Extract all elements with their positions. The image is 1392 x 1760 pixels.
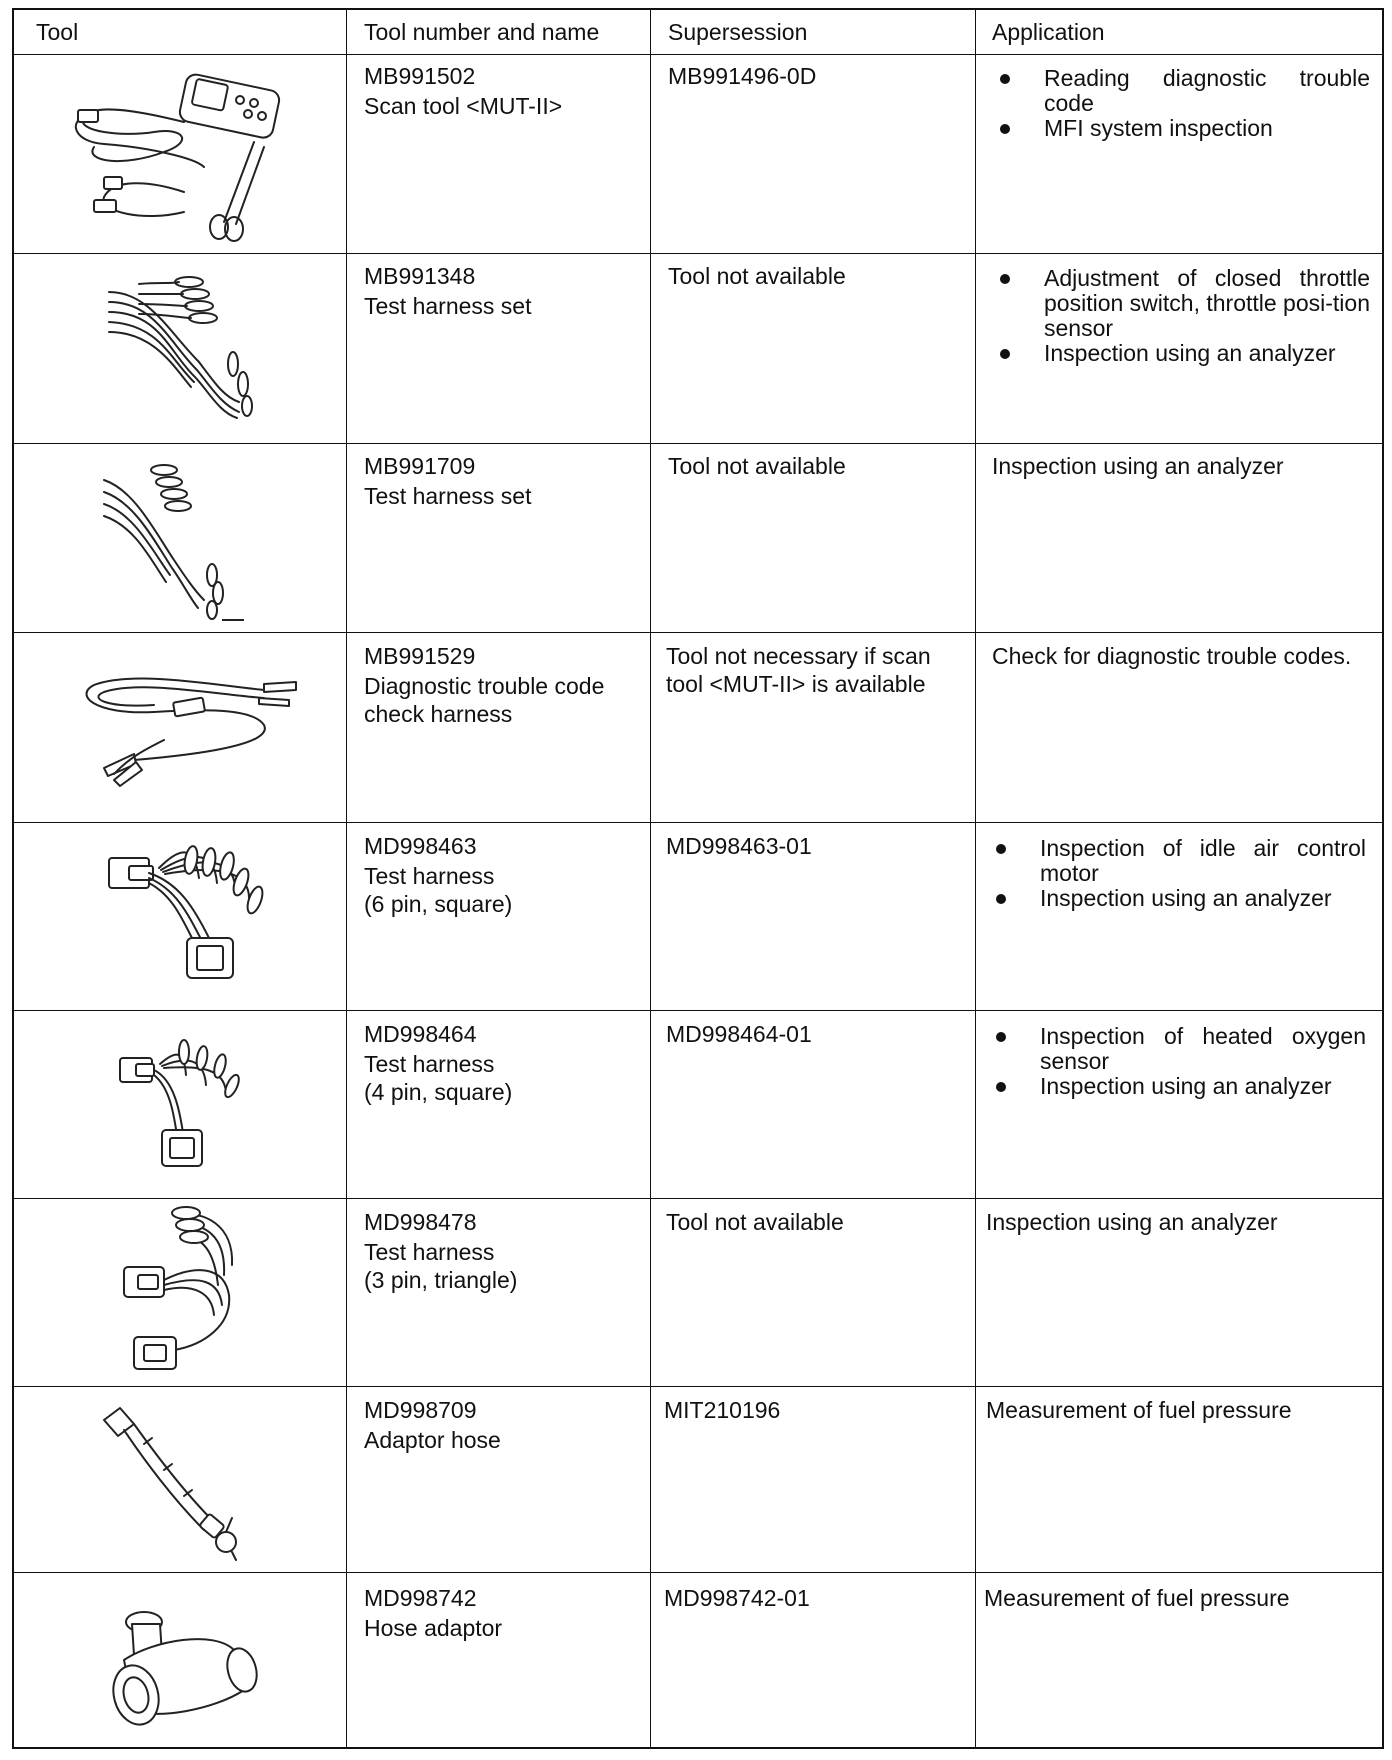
bullet-icon (996, 1032, 1006, 1042)
scan-tool-mut-ii-illustration (64, 72, 294, 242)
application-text: Measurement of fuel pressure (984, 1585, 1290, 1611)
bullet-icon (1000, 349, 1010, 359)
tool-number: MB991502 (364, 63, 476, 89)
row-divider (14, 253, 1382, 254)
header-supersession: Supersession (668, 19, 808, 45)
hose-adaptor-illustration (114, 1600, 274, 1740)
supersession-value: MD998463-01 (666, 833, 812, 859)
tool-name-detail: (4 pin, square) (364, 1079, 513, 1105)
row-divider (14, 1010, 1382, 1011)
test-harness-6pin-illustration (99, 838, 279, 998)
application-item: Inspection using an analyzer (988, 1074, 1366, 1099)
tool-number: MD998464 (364, 1021, 477, 1047)
application-item: Inspection of idle air control motor (988, 836, 1366, 886)
row-divider (14, 54, 1382, 55)
tool-number: MD998742 (364, 1585, 477, 1611)
special-tools-table (12, 8, 1384, 1749)
tool-name: Test harness (364, 863, 495, 889)
supersession-value: Tool not necessary if scan tool <MUT-II> is available (666, 643, 931, 697)
application-text: Measurement of fuel pressure (986, 1397, 1292, 1423)
tool-number: MD998709 (364, 1397, 477, 1423)
application-text: Check for diagnostic trouble codes. (992, 643, 1352, 669)
application-list (992, 266, 1370, 366)
bullet-icon (996, 844, 1006, 854)
test-harness-set-illustration (99, 272, 269, 422)
row-divider (14, 443, 1382, 444)
column-divider (346, 10, 347, 1747)
tool-name: Test harness set (364, 483, 532, 509)
row-divider (14, 1386, 1382, 1387)
bullet-icon (1000, 74, 1010, 84)
application-item: Adjustment of closed throttle position switch, throttle posi-tion sensor (992, 266, 1370, 341)
adaptor-hose-illustration (94, 1400, 274, 1560)
column-divider (975, 10, 976, 1747)
application-item: MFI system inspection (992, 116, 1370, 141)
application-list (992, 66, 1370, 141)
bullet-icon (1000, 124, 1010, 134)
tool-number: MD998463 (364, 833, 477, 859)
test-harness-set-illustration (94, 460, 274, 630)
tool-name: Scan tool <MUT-II> (364, 93, 563, 119)
supersession-value: Tool not available (668, 453, 846, 479)
tool-number: MB991348 (364, 263, 476, 289)
application-item: Inspection of heated oxygen sensor (988, 1024, 1366, 1074)
application-item: Inspection using an analyzer (992, 341, 1370, 366)
tool-name-detail: (6 pin, square) (364, 891, 513, 917)
test-harness-3pin-illustration (114, 1205, 264, 1380)
supersession-value: Tool not available (668, 263, 846, 289)
test-harness-4pin-illustration (114, 1030, 264, 1180)
supersession-value: MD998742-01 (664, 1585, 810, 1611)
supersession-value: Tool not available (666, 1209, 844, 1235)
tool-name: Adaptor hose (364, 1427, 501, 1453)
header-number-name: Tool number and name (364, 19, 600, 45)
tool-name-detail: (3 pin, triangle) (364, 1267, 518, 1293)
tool-number: MB991709 (364, 453, 476, 479)
header-application: Application (992, 19, 1105, 45)
row-divider (14, 1572, 1382, 1573)
tool-number: MB991529 (364, 643, 476, 669)
application-item: Reading diagnostic trouble code (992, 66, 1370, 116)
application-list (988, 836, 1366, 911)
supersession-value: MB991496-0D (668, 63, 817, 89)
tool-name: Test harness set (364, 293, 532, 319)
row-divider (14, 1198, 1382, 1199)
bullet-icon (1000, 274, 1010, 284)
tool-name: Test harness (364, 1051, 495, 1077)
tool-name: Test harness (364, 1239, 495, 1265)
header-tool: Tool (36, 19, 79, 45)
application-text: Inspection using an analyzer (992, 453, 1284, 479)
column-divider (650, 10, 651, 1747)
application-list (988, 1024, 1366, 1099)
application-item: Inspection using an analyzer (988, 886, 1366, 911)
bullet-icon (996, 1082, 1006, 1092)
tool-number: MD998478 (364, 1209, 477, 1235)
tool-name: Hose adaptor (364, 1615, 503, 1641)
row-divider (14, 632, 1382, 633)
row-divider (14, 822, 1382, 823)
tool-name: Diagnostic trouble code check harness (364, 673, 605, 727)
application-text: Inspection using an analyzer (986, 1209, 1278, 1235)
bullet-icon (996, 894, 1006, 904)
supersession-value: MD998464-01 (666, 1021, 812, 1047)
diagnostic-check-harness-illustration (74, 650, 304, 800)
supersession-value: MIT210196 (664, 1397, 781, 1423)
